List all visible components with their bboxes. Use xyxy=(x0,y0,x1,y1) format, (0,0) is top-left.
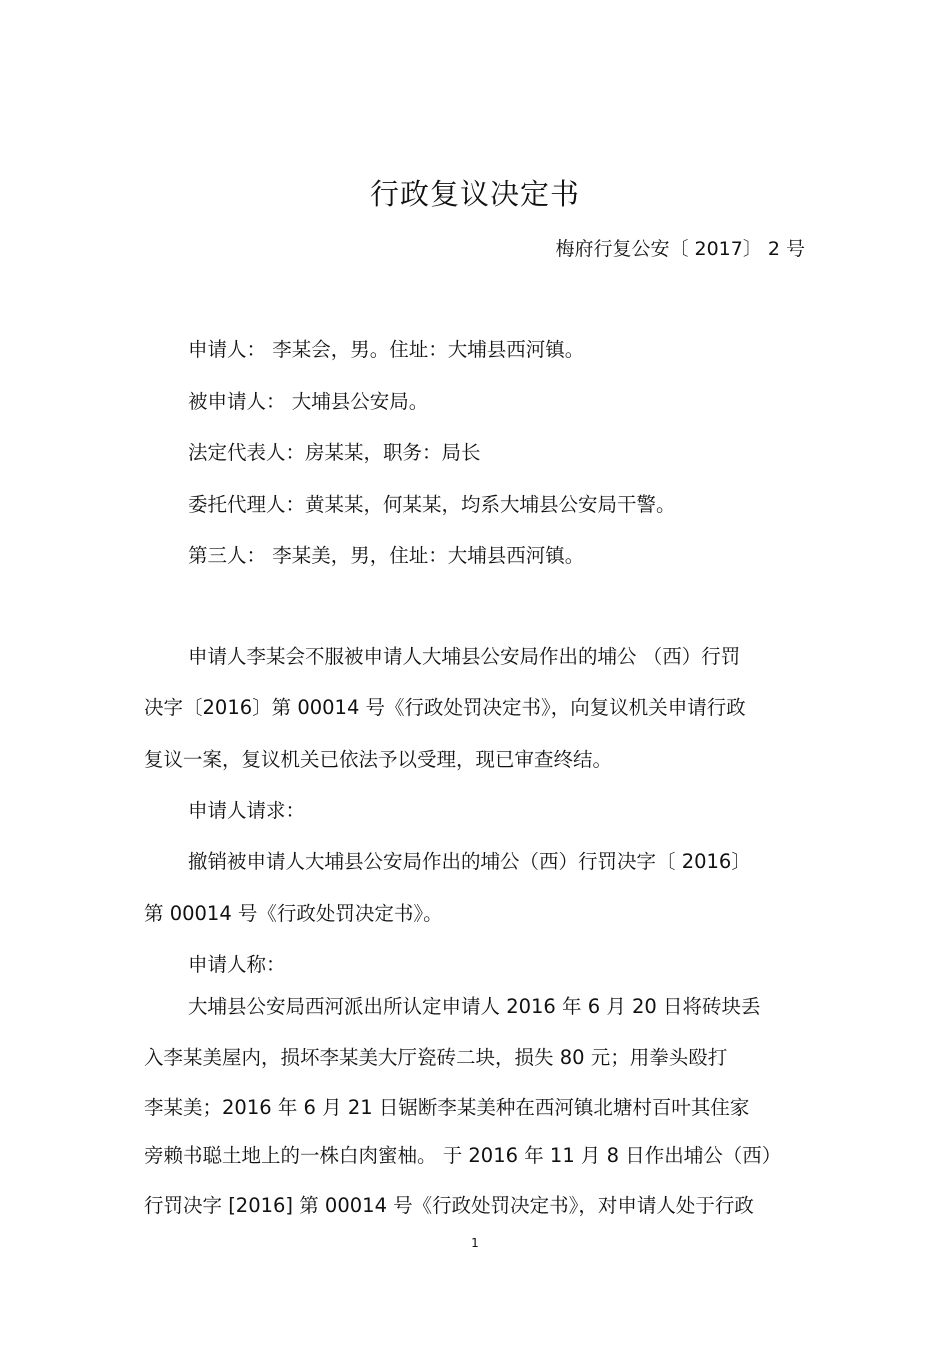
section-heading-request: 申请人请求： xyxy=(188,799,306,822)
party-third: 第三人： 李某美，男，住址：大埔县西河镇。 xyxy=(188,544,585,567)
party-agents: 委托代理人：黄某某，何某某，均系大埔县公安局干警。 xyxy=(188,493,676,516)
body-line: 大埔县公安局西河派出所认定申请人 2016 年 6 月 20 日将砖块丢 xyxy=(188,995,761,1018)
document-number: 梅府行复公安〔 2017〕 2 号 xyxy=(555,238,805,260)
document-title: 行政复议决定书 xyxy=(369,177,580,211)
section-heading-claim: 申请人称： xyxy=(188,953,286,976)
body-line: 行罚决字 [2016] 第 00014 号《行政处罚决定书》，对申请人处于行政 xyxy=(144,1194,754,1217)
body-line: 旁赖书聪土地上的一株白肉蜜柚。 于 2016 年 11 月 8 日作出埔公（西） xyxy=(144,1144,782,1167)
body-line: 申请人李某会不服被申请人大埔县公安局作出的埔公 （西）行罚 xyxy=(188,645,741,668)
party-legal-representative: 法定代表人：房某某，职务：局长 xyxy=(188,441,481,464)
body-line: 入李某美屋内，损坏李某美大厅瓷砖二块，损失 80 元；用拳头殴打 xyxy=(144,1046,728,1069)
body-line: 复议一案，复议机关已依法予以受理，现已审查终结。 xyxy=(144,748,613,771)
body-line: 李某美；2016 年 6 月 21 日锯断李某美种在西河镇北塘村百叶其住家 xyxy=(144,1096,750,1119)
party-respondent: 被申请人： 大埔县公安局。 xyxy=(188,390,429,413)
page-number: 1 xyxy=(471,1236,479,1250)
party-applicant: 申请人： 李某会，男。住址：大埔县西河镇。 xyxy=(188,338,585,361)
body-line: 第 00014 号《行政处罚决定书》。 xyxy=(144,902,443,925)
body-line: 决字〔2016〕第 00014 号《行政处罚决定书》，向复议机关申请行政 xyxy=(144,696,746,719)
body-line: 撤销被申请人大埔县公安局作出的埔公（西）行罚决字〔 2016〕 xyxy=(188,850,751,873)
